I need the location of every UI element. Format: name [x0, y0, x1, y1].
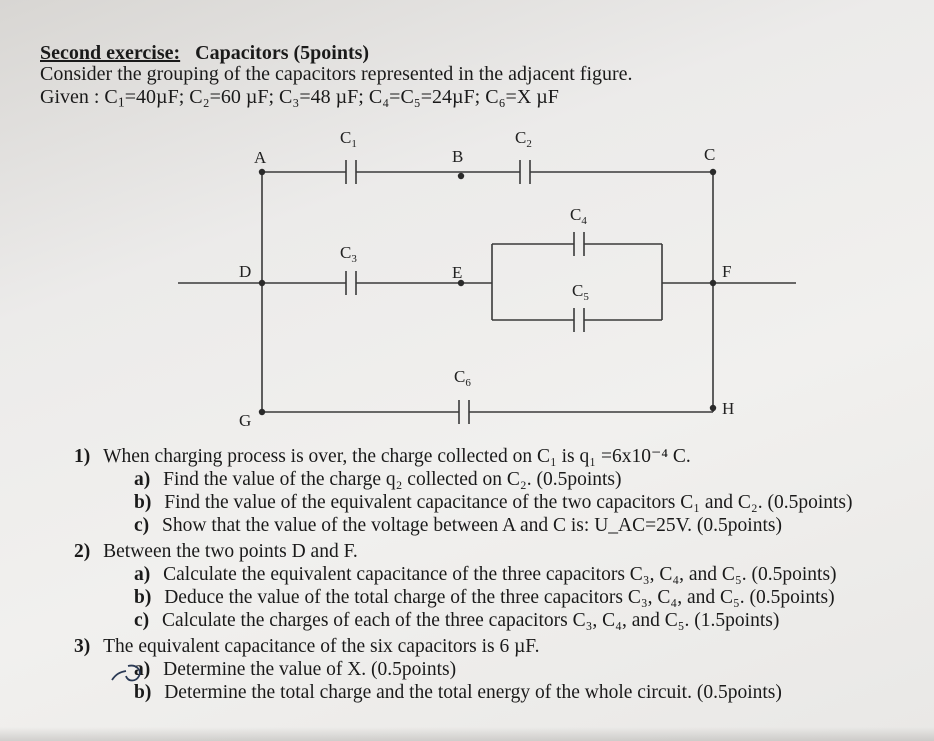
q1-text: When charging process is over, the charge collected on C₁ is q₁ =6x10⁻⁴ C. — [103, 446, 691, 467]
c4-label: $C_4$ — [570, 205, 587, 227]
node-d-dot — [259, 280, 265, 286]
node-g-dot — [259, 409, 265, 415]
q2c — [134, 610, 779, 632]
node-a-dot — [259, 169, 265, 175]
pencil-annotation-mark — [106, 662, 146, 692]
node-b-dot — [458, 173, 464, 179]
q2c-text: Calculate the charges of each of the three capacitors C₃, C₄, and C₅. (1.5points) — [162, 610, 780, 631]
intro-text: Consider the grouping of the capacitors represented in the adjacent figure. — [40, 63, 633, 85]
node-f-dot — [710, 280, 716, 286]
node-f-label: F — [722, 262, 732, 281]
c5-label: $C_5$ — [572, 281, 589, 303]
q1a — [134, 469, 622, 491]
exercise-label: Second exercise: — [40, 42, 181, 64]
q3a-label: a) — [134, 659, 151, 680]
q2c-label: c) — [134, 610, 150, 631]
q3b-label: b) — [134, 682, 152, 703]
node-a-label: A — [254, 148, 267, 167]
node-c-label: C — [704, 145, 716, 164]
q2b-text: Deduce the value of the total charge of the three capacitors C₃, C₄, and C₅. (0.5points) — [164, 587, 835, 608]
q1-number: 1) — [74, 446, 91, 467]
exercise-title: Capacitors (5points) — [195, 42, 370, 64]
q2a-label: a) — [134, 564, 151, 585]
q3 — [74, 636, 539, 658]
q1b-label: b) — [134, 492, 152, 513]
node-h-dot — [710, 405, 716, 411]
q1c — [134, 515, 782, 537]
q2-text: Between the two points D and F. — [103, 541, 358, 562]
node-h-label: H — [722, 399, 735, 418]
q3a-text: Determine the value of X. (0.5points) — [163, 659, 457, 680]
c6-label: $C_6$ — [454, 367, 471, 389]
node-c-dot — [710, 169, 716, 175]
q2a — [134, 564, 837, 586]
q2-number: 2) — [74, 541, 91, 562]
c2-label: $C_2$ — [515, 128, 532, 150]
q2a-text: Calculate the equivalent capacitance of the three capacitors C₃, C₄, and C₅. (0.5points) — [163, 564, 837, 585]
q3-text: The equivalent capacitance of the six capacitors is 6 µF. — [103, 636, 540, 657]
given-text: =40µF; C₂=60 µF; C₃=48 µF; C₄=C₅=24µF; C₆=X µF — [124, 86, 559, 108]
q2 — [74, 541, 358, 563]
bottom-edge-shadow — [0, 727, 934, 741]
q3b-text: Determine the total charge and the total energy of the whole circuit. (0.5points) — [164, 682, 782, 703]
q1b — [134, 492, 853, 514]
c1-label: $C_1$ — [340, 128, 357, 150]
q1 — [74, 446, 691, 468]
q3b — [134, 682, 782, 704]
q3a — [134, 659, 456, 681]
q1a-label: a) — [134, 469, 151, 490]
node-e-label: E — [452, 263, 463, 282]
c3-label: $C_3$ — [340, 243, 357, 265]
node-g-label: G — [239, 411, 252, 430]
q1c-text: Show that the value of the voltage between A and C is: U_AC=25V. (0.5points) — [162, 515, 782, 536]
given-sub-1: 1 — [117, 95, 125, 111]
node-b-label: B — [452, 147, 464, 166]
q1b-text: Find the value of the equivalent capacitance of the two capacitors C₁ and C₂. (0.5points) — [164, 492, 853, 513]
node-d-label: D — [239, 262, 252, 281]
q3-number: 3) — [74, 636, 91, 657]
q1a-text: Find the value of the charge q₂ collected on C₂. (0.5points) — [163, 469, 622, 490]
given-prefix: Given : C — [40, 86, 118, 108]
q2b — [134, 587, 835, 609]
q1c-label: c) — [134, 515, 150, 536]
q2b-label: b) — [134, 587, 152, 608]
